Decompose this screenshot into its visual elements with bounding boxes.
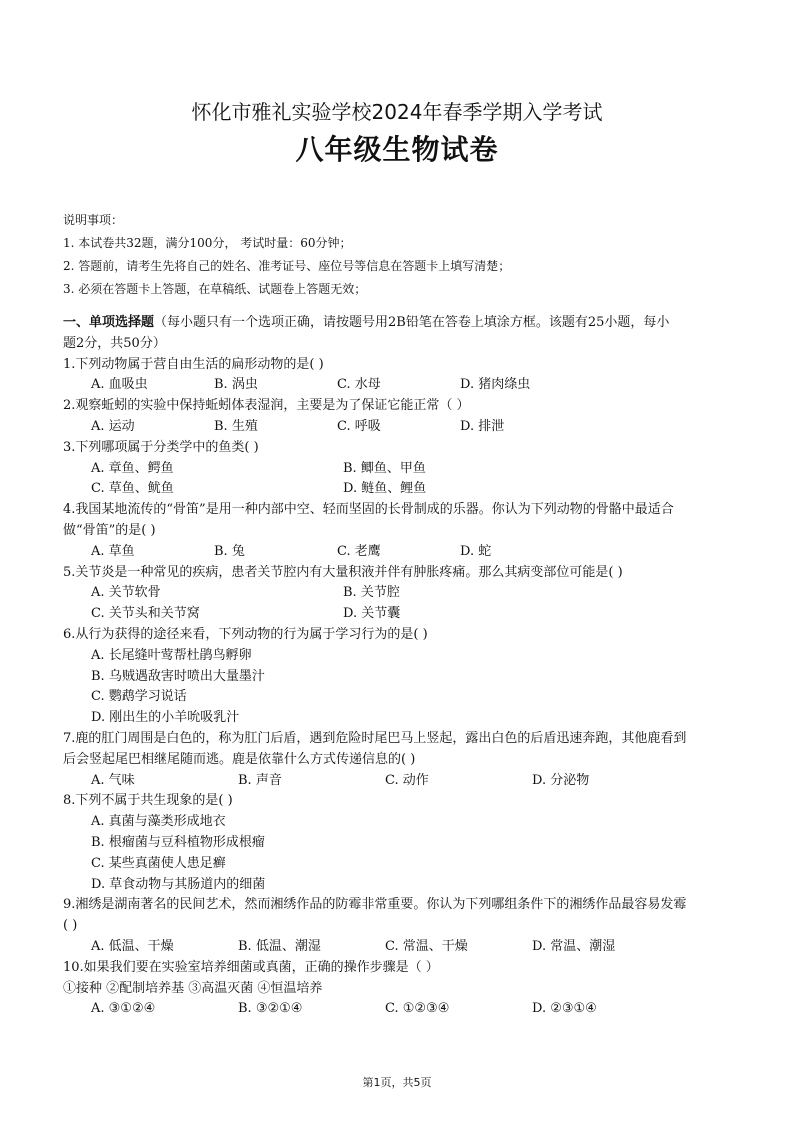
option-row bbox=[63, 542, 743, 563]
question-stem: 10.如果我们要在实验室培养细菌或真菌，正确的操作步骤是（ ） bbox=[63, 959, 439, 975]
question-stem: 4.我国某地流传的“骨笛”是用一种内部中空、轻而坚固的长骨制成的乐器。你认为下列动物的骨骼中最适合 bbox=[63, 502, 674, 518]
question-10 bbox=[63, 958, 743, 1020]
question-2 bbox=[63, 396, 743, 438]
question-7 bbox=[63, 729, 743, 791]
option-d: D. 排泄 bbox=[460, 418, 505, 434]
question-stem-cont: 做“骨笛”的是( ) bbox=[63, 522, 156, 538]
option-b: B. 鲫鱼、甲鱼 bbox=[343, 460, 426, 476]
option-c: C. ①②③④ bbox=[385, 1001, 450, 1017]
question-stem: 3.下列哪项属于分类学中的鱼类( ) bbox=[63, 439, 259, 455]
option-a: A. 关节软骨 bbox=[91, 585, 161, 601]
option-row bbox=[63, 459, 743, 480]
option-c: C. 鹦鹉学习说话 bbox=[91, 689, 187, 705]
option-a: A. 低温、干燥 bbox=[91, 938, 174, 954]
question-stem: 1.下列动物属于营自由生活的扁形动物的是( ) bbox=[63, 356, 324, 372]
question-1 bbox=[63, 355, 743, 397]
option-c: C. 老鹰 bbox=[337, 543, 381, 559]
option-d: D. ②③①④ bbox=[532, 1001, 597, 1017]
option-row bbox=[63, 604, 743, 625]
option-row bbox=[63, 999, 743, 1020]
option-a: A. 章鱼、鳄鱼 bbox=[91, 460, 174, 476]
option-c: C. 关节头和关节窝 bbox=[91, 606, 200, 622]
question-stem: 6.从行为获得的途径来看，下列动物的行为属于学习行为的是( ) bbox=[63, 626, 428, 642]
option-d: D. 猪肉绦虫 bbox=[460, 377, 531, 393]
option-d: D. 鲢鱼、鲤鱼 bbox=[343, 481, 427, 497]
option-a: A. 真菌与藻类形成地衣 bbox=[91, 814, 226, 830]
instructions bbox=[63, 209, 743, 301]
question-5 bbox=[63, 563, 743, 625]
option-b: B. 根瘤菌与豆科植物形成根瘤 bbox=[91, 834, 265, 850]
option-b: B. 低温、潮湿 bbox=[238, 938, 321, 954]
instruction-item: 3. 必须在答题卡上答题，在草稿纸、试题卷上答题无效； bbox=[63, 282, 367, 296]
option-d: D. 草食动物与其肠道内的细菌 bbox=[91, 876, 266, 892]
option-b: B. 声音 bbox=[238, 772, 282, 788]
option-row bbox=[63, 417, 743, 438]
option-row bbox=[63, 583, 743, 604]
exam-subtitle: 八年级生物试卷 bbox=[295, 133, 499, 166]
option-d: D. 常温、潮湿 bbox=[532, 938, 616, 954]
option-c: C. 呼吸 bbox=[337, 418, 381, 434]
option-b: B. ③②①④ bbox=[238, 1001, 303, 1017]
question-stem-cont: 后会竖起尾巴相继尾随而逃。鹿是依靠什么方式传递信息的( ) bbox=[63, 751, 416, 767]
question-stem-cont: ( ) bbox=[63, 918, 78, 934]
option-d: D. 蛇 bbox=[460, 543, 492, 559]
question-steps: ①接种 ②配制培养基 ③高温灭菌 ④恒温培养 bbox=[63, 980, 323, 996]
question-6 bbox=[63, 625, 743, 729]
instruction-item: 1. 本试卷共32题，满分100分， 考试时量：60分钟； bbox=[63, 236, 352, 250]
option-row bbox=[63, 771, 743, 792]
option-a: A. ③①②④ bbox=[91, 1001, 156, 1017]
option-b: B. 涡虫 bbox=[214, 377, 258, 393]
option-a: A. 长尾缝叶莺帮杜鹃鸟孵卵 bbox=[91, 647, 252, 663]
option-a: A. 运动 bbox=[91, 418, 135, 434]
option-row bbox=[63, 375, 743, 396]
question-9 bbox=[63, 895, 743, 957]
section-header bbox=[63, 313, 743, 334]
option-b: B. 生殖 bbox=[214, 418, 258, 434]
option-c: C. 常温、干燥 bbox=[385, 938, 468, 954]
option-a: A. 草鱼 bbox=[91, 543, 135, 559]
option-row bbox=[63, 937, 743, 958]
question-4 bbox=[63, 500, 743, 562]
option-c: C. 草鱼、鱿鱼 bbox=[91, 481, 174, 497]
option-c: C. 某些真菌使人患足癣 bbox=[91, 855, 226, 871]
option-row bbox=[63, 479, 743, 500]
option-b: B. 乌贼遇敌害时喷出大量墨汁 bbox=[91, 668, 265, 684]
question-stem: 5.关节炎是一种常见的疾病，患者关节腔内有大量积液并伴有肿胀疼痛。那么其病变部位可能是( ) bbox=[63, 564, 623, 580]
option-d: D. 刚出生的小羊吮吸乳汁 bbox=[91, 710, 240, 726]
question-8 bbox=[63, 791, 743, 895]
option-d: D. 关节囊 bbox=[343, 606, 401, 622]
option-c: C. 动作 bbox=[385, 772, 429, 788]
option-b: B. 关节腔 bbox=[343, 585, 400, 601]
question-stem: 9.湘绣是湖南著名的民间艺术，然而湘绣作品的防霉非常重要。你认为下列哪组条件下的湘绣作品最容易发霉 bbox=[63, 897, 687, 913]
option-a: A. 血吸虫 bbox=[91, 377, 148, 393]
question-stem: 8.下列不属于共生现象的是( ) bbox=[63, 793, 233, 809]
question-section bbox=[63, 313, 743, 1020]
exam-title: 怀化市雅礼实验学校2024年春季学期入学考试 bbox=[191, 100, 603, 124]
option-b: B. 兔 bbox=[214, 543, 245, 559]
question-3 bbox=[63, 438, 743, 500]
option-a: A. 气味 bbox=[91, 772, 135, 788]
option-c: C. 水母 bbox=[337, 377, 381, 393]
instruction-item: 2. 答题前，请考生先将自己的姓名、准考证号、座位号等信息在答题卡上填写清楚； bbox=[63, 259, 511, 273]
question-stem: 7.鹿的肛门周围是白色的，称为肛门后盾，遇到危险时尾巴马上竖起，露出白色的后盾迅速奔跑，其他鹿看到 bbox=[63, 730, 687, 746]
section-description: （每小题只有一个选项正确，请按题号用2B铅笔在答卷上填涂方框。该题有25小题，每小 bbox=[154, 315, 670, 330]
question-stem: 2.观察蚯蚓的实验中保持蚯蚓体表湿润，主要是为了保证它能正常（ ） bbox=[63, 398, 470, 414]
instructions-heading: 说明事项： bbox=[63, 213, 124, 227]
option-d: D. 分泌物 bbox=[532, 772, 590, 788]
page-number: 第1页，共5页 bbox=[362, 1076, 432, 1089]
section-description-cont: 题2分，共50分） bbox=[63, 335, 166, 351]
section-title: 一、单项选择题 bbox=[63, 315, 155, 330]
